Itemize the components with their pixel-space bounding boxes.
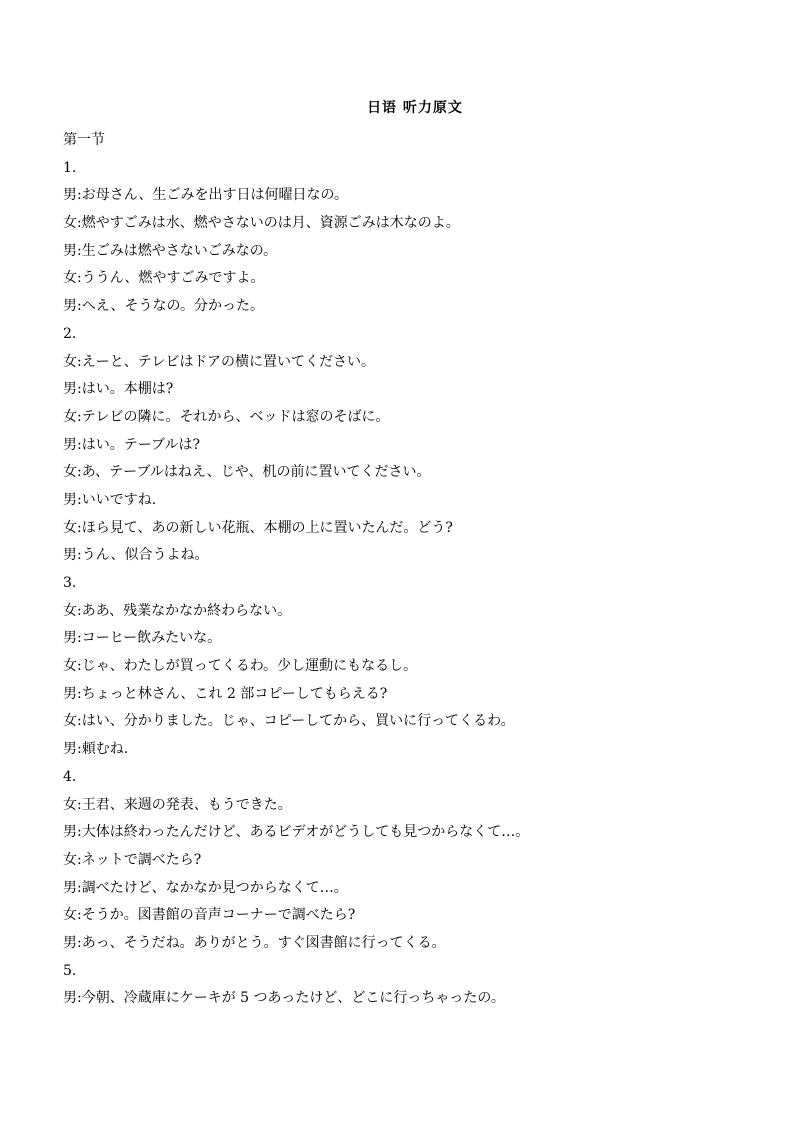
speaker-colon: : (77, 408, 82, 425)
speaker-colon: : (77, 685, 82, 702)
speaker-label: 男 (63, 934, 77, 951)
utterance-text: 頼むね. (81, 741, 129, 758)
speaker-colon: : (77, 741, 82, 758)
document-title: 日语 听力原文 (367, 100, 463, 116)
speaker-label: 女 (63, 408, 77, 425)
utterance-text: テレビの隣に。それから、ベッドは窓のそばに。 (81, 408, 390, 425)
utterance-text: あ、テーブルはねえ、じや、机の前に置いてください。 (81, 464, 431, 481)
dialogue-line (63, 819, 763, 847)
utterance-text: 燃やすごみは水、燃やさないのは月、資源ごみは木なのよ。 (81, 215, 460, 232)
speaker-label: 女 (63, 713, 77, 730)
utterance-text: ちょっと林さん、これ 2 部コピーしてもらえる? (81, 685, 388, 702)
speaker-colon: : (77, 907, 82, 924)
speaker-colon: : (77, 879, 82, 896)
speaker-label: 男 (63, 187, 77, 204)
speaker-colon: : (77, 990, 82, 1007)
dialogue-number: 2. (63, 325, 77, 342)
speaker-label: 男 (63, 491, 77, 508)
speaker-label: 女 (63, 796, 77, 813)
utterance-text: ううん、燃やすごみですよ。 (81, 270, 265, 287)
dialogue-line (63, 404, 763, 432)
dialogue-line (63, 902, 763, 930)
dialogue-line (63, 376, 763, 404)
dialogue-line (63, 432, 763, 460)
dialogue-line (63, 265, 763, 293)
speaker-label: 女 (63, 602, 77, 619)
utterance-text: ほら見て、あの新しい花瓶、本棚の上に置いたんだ。どう? (81, 519, 453, 536)
speaker-colon: : (77, 187, 82, 204)
utterance-text: はい、分かりました。じゃ、コピーしてから、買いに行ってくるわ。 (81, 713, 515, 730)
speaker-colon: : (77, 270, 82, 287)
speaker-label: 男 (63, 685, 77, 702)
speaker-colon: : (77, 658, 82, 675)
speaker-label: 男 (63, 990, 77, 1007)
utterance-text: はい。テーブルは? (81, 436, 200, 453)
utterance-text: あっ、そうだね。ありがとう。すぐ図書館に行ってくる。 (81, 934, 446, 951)
speaker-label: 男 (63, 547, 77, 564)
dialogue-line (63, 542, 763, 570)
speaker-colon: : (77, 491, 82, 508)
speaker-colon: : (77, 298, 82, 315)
utterance-text: 生ごみは燃やさないごみなの。 (81, 242, 278, 259)
dialogue-line (63, 293, 763, 321)
utterance-text: お母さん、生ごみを出す日は何曜日なの。 (81, 187, 348, 204)
speaker-colon: : (77, 547, 82, 564)
dialogue-line (63, 792, 763, 820)
utterance-text: 王君、来週の発表、もうできた。 (81, 796, 292, 813)
speaker-label: 女 (63, 658, 77, 675)
speaker-colon: : (77, 353, 82, 370)
speaker-colon: : (77, 436, 82, 453)
utterance-text: 大体は終わったんだけど、あるビデオがどうしても見つからなくて…。 (81, 824, 530, 841)
utterance-text: いいですね. (81, 491, 157, 508)
section-heading: 第一节 (63, 132, 105, 148)
speaker-label: 男 (63, 381, 77, 398)
dialogue-line (63, 598, 763, 626)
dialogue-line (63, 515, 763, 543)
utterance-text: はい。本棚は? (81, 381, 174, 398)
dialogue-line (63, 625, 763, 653)
utterance-text: ネットで調べたら? (81, 851, 202, 868)
speaker-label: 男 (63, 298, 77, 315)
utterance-text: うん、似合うよね。 (81, 547, 209, 564)
speaker-colon: : (77, 602, 82, 619)
utterance-text: えーと、テレビはドアの横に置いてください。 (81, 353, 376, 370)
speaker-colon: : (77, 824, 82, 841)
dialogue-line (63, 653, 763, 681)
speaker-label: 女 (63, 464, 77, 481)
speaker-colon: : (77, 381, 82, 398)
speaker-colon: : (77, 851, 82, 868)
speaker-colon: : (77, 215, 82, 232)
dialogue-line (63, 210, 763, 238)
speaker-colon: : (77, 796, 82, 813)
utterance-text: 調べたけど、なかなか見つからなくて…。 (81, 879, 348, 896)
dialogue-line (63, 708, 763, 736)
dialogue-number: 4. (63, 768, 77, 785)
dialogue-line (63, 182, 763, 210)
speaker-label: 男 (63, 630, 77, 647)
dialogue-line (63, 459, 763, 487)
dialogue-number: 1. (63, 159, 77, 176)
speaker-label: 女 (63, 907, 77, 924)
speaker-label: 男 (63, 879, 77, 896)
speaker-colon: : (77, 464, 82, 481)
speaker-colon: : (77, 519, 82, 536)
utterance-text: そうか。図書館の音声コーナーで調べたら? (81, 907, 356, 924)
utterance-text: ああ、残業なかなか終わらない。 (81, 602, 292, 619)
speaker-colon: : (77, 934, 82, 951)
speaker-label: 男 (63, 436, 77, 453)
dialogue-line (63, 349, 763, 377)
speaker-colon: : (77, 242, 82, 259)
dialogue-line (63, 985, 763, 1013)
speaker-label: 女 (63, 215, 77, 232)
speaker-label: 女 (63, 353, 77, 370)
dialogue-line (63, 487, 763, 515)
dialogue-line (63, 736, 763, 764)
utterance-text: へえ、そうなの。分かった。 (81, 298, 264, 315)
speaker-label: 男 (63, 242, 77, 259)
speaker-label: 女 (63, 270, 77, 287)
speaker-label: 男 (63, 824, 77, 841)
utterance-text: コーヒー飲みたいな。 (81, 630, 222, 647)
dialogue-line (63, 930, 763, 958)
dialogue-line (63, 847, 763, 875)
utterance-text: 今朝、冷蔵庫にケーキが 5 つあったけど、どこに行っちゃったの。 (81, 990, 505, 1007)
dialogue-line (63, 875, 763, 903)
dialogue-number: 5. (63, 962, 77, 979)
speaker-colon: : (77, 713, 82, 730)
speaker-colon: : (77, 630, 82, 647)
speaker-label: 女 (63, 519, 77, 536)
utterance-text: じゃ、わたしが買ってくるわ。少し運動にもなるし。 (81, 658, 418, 675)
dialogue-line (63, 681, 763, 709)
dialogue-number: 3. (63, 575, 77, 591)
transcript-body (63, 127, 763, 1013)
dialogue-line (63, 238, 763, 266)
speaker-label: 男 (63, 741, 77, 758)
speaker-label: 女 (63, 851, 77, 868)
